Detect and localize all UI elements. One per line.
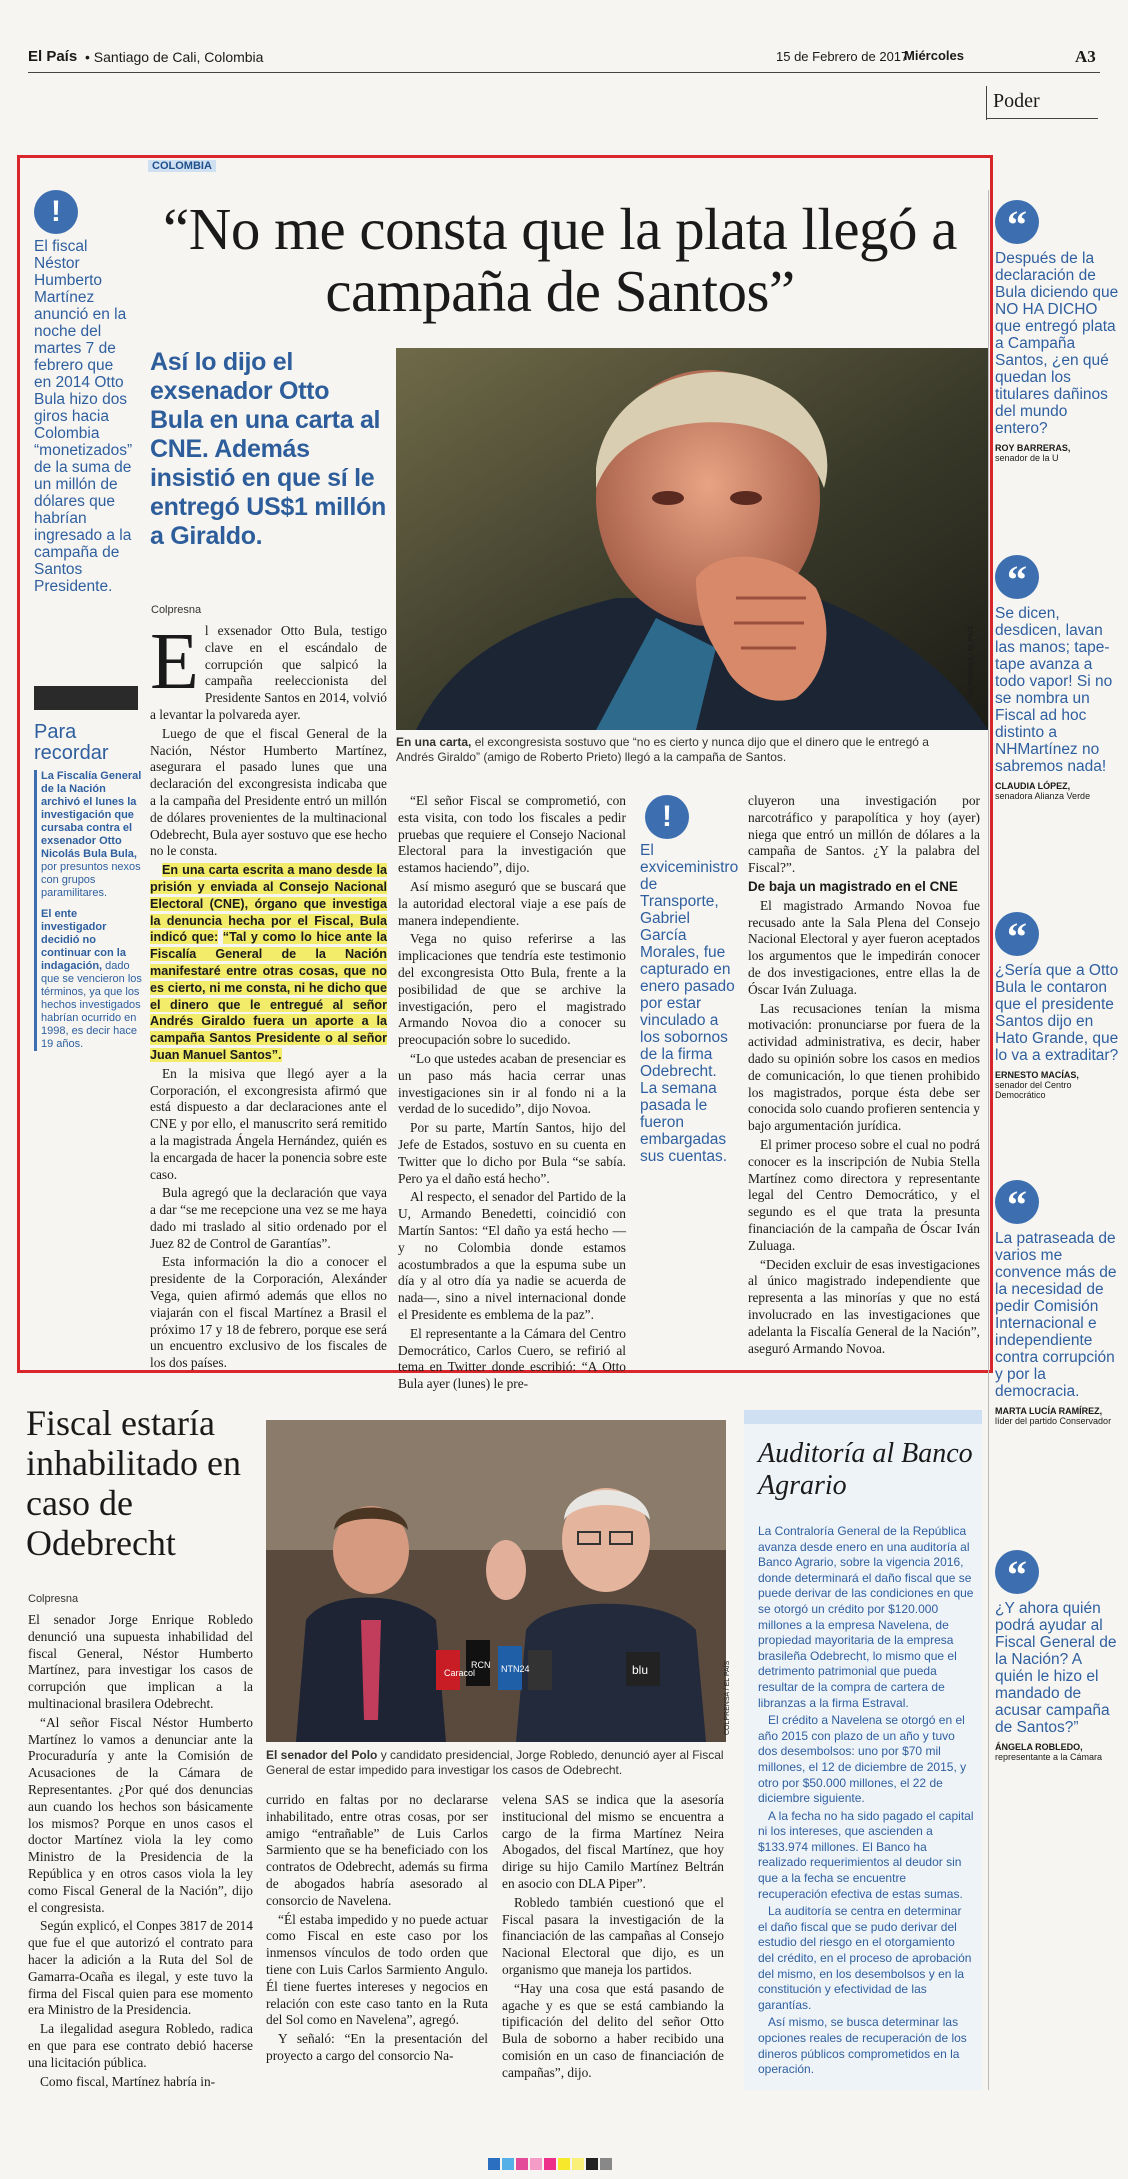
caption-bold: En una carta, — [396, 735, 472, 749]
paragraph: Vega no quiso referirse a las implicaciones que tendría este testimonio del excongresista Otto Bula, frente a la posibilidad de que se archive la investigación, pero el magistrado Armando Novoa dio a conocer su preocupación sobre lo sucedido. — [398, 931, 626, 1048]
quote-name: CLAUDIA LÓPEZ, — [995, 781, 1071, 791]
article-column-2 — [398, 793, 626, 1395]
header-date: 15 de Febrero de 2017 — [776, 49, 909, 64]
second-column-1 — [28, 1612, 253, 2092]
para-recordar-list — [34, 770, 143, 1051]
header-weekday: Miércoles — [904, 48, 964, 63]
paragraph: Luego de que el fiscal General de la Nación, Néstor Humberto Martínez, asegurara el pasado lunes que una declaración del excongresista indicaba que a la campaña del Presidente entró un millón de dólares provenientes de la multinacional Odebrecht, Bula ayer sostuvo que ese hecho no le consta. — [150, 725, 387, 859]
header-rule — [28, 72, 1100, 73]
caption-text: el excongresista sostuvo que “no es cierto y nunca dijo que el dinero que le entregó a Andrés Giraldo” (amigo de Roberto Prieto) llegó a la campaña de Santos. — [396, 735, 929, 764]
second-headline: Fiscal estaría inhabilitado en caso de Odebrecht — [26, 1403, 241, 1563]
photo-caption — [396, 735, 956, 765]
quote-name: ÁNGELA ROBLEDO, — [995, 1742, 1083, 1752]
color-swatch — [572, 2158, 584, 2170]
list-item — [41, 908, 143, 1051]
paragraph: El representante a la Cámara del Centro Democrático, Carlos Cuero, se refirió al tema en Twitter donde escribió: “A Otto Bula ayer (lunes) le pre- — [398, 1325, 626, 1392]
quote-name: ROY BARRERAS, — [995, 443, 1071, 453]
page-header — [28, 44, 1098, 74]
quote-role: líder del partido Conservador — [995, 1416, 1112, 1426]
paragraph: currido en faltas por no declararse inhabilitado, entre otras cosas, por ser amigo “entrañable” de Luis Carlos Sarmiento que se ha beneficiado con los contratos de Odebrecht, además su firma de abogados habría asesorado al consorcio de Navelena. — [266, 1792, 488, 1908]
color-swatch — [516, 2158, 528, 2170]
para-recordar-bar — [34, 686, 138, 710]
color-swatch — [488, 2158, 500, 2170]
second-byline: Colpresna — [28, 1593, 79, 1605]
highlight-a: En una carta escrita a mano desde la prisión y enviada al Consejo Nacional Electoral (CNE), órgano que investiga la denuncia hecha por el Fiscal, Bula indicó que: — [150, 863, 387, 945]
quote-text: ¿Y ahora quién podrá ayudar al Fiscal General de la Nación? A quién le hizo el mandado de acusar campaña de Santos?” — [995, 1600, 1117, 1736]
mic-label: Caracol — [444, 1668, 476, 1678]
robledo-press-photo — [266, 1420, 726, 1742]
quote-role: senador de la U — [995, 453, 1059, 463]
quote-icon: “ — [995, 912, 1039, 956]
paragraph: En la misiva que llegó ayer a la Corporación, el excongresista afirmó que está dispuesto a dar declaraciones ante el CNE y por ello, el manuscrito será remitido a la magistrada Ángela Hernández, quién es la encargada de hacer la ponencia sobre este caso. — [150, 1065, 387, 1182]
color-swatch — [544, 2158, 556, 2170]
item-text: dado que se vencieron los términos, ya que los hechos investigados habrían ocurrido en 1998, es decir hace 19 años. — [41, 960, 142, 1050]
color-swatch — [502, 2158, 514, 2170]
drop-cap: E — [150, 618, 199, 706]
paragraph: “Al señor Fiscal Néstor Humberto Martínez lo vamos a denunciar ante la Procuraduría y ante la Comisión de Acusaciones de la Cámara de Representantes. ¿Por qué dos denuncias aun cuando los hechos son básicamente los mismos? Porque en unos casos el doctor Martínez viola la ley como Ministro de la Presidencia de la República y en otros casos viola la ley como Fiscal General de la Nación”, dijo el congresista. — [28, 1714, 253, 1915]
color-swatch — [586, 2158, 598, 2170]
paragraph: La Contraloría General de la República avanza desde enero en una auditoría al Banco Agrario, sobre la vigencia 2016, donde determinará el daño fiscal que se puede derivar de las condiciones en que se otorgó un crédito por $120.000 millones a la empresa Navelena, de propiedad mayoritaria de la empresa brasileña Odebrecht, lo mismo que el detrimento patrimonial que pueda resultar de la compra de cartera de libranzas a la firma Estraval. — [758, 1524, 974, 1710]
color-swatch — [530, 2158, 542, 2170]
highlight-b: “Tal y como lo hice ante la Fiscalía General de la Nación manifestaré entre otras cosas, que no es cierto, ni me consta, ni he dicho que el dinero que le entregué al señor Andrés Giraldo fuera un aporte a la campaña Santos Presidente o al señor Juan Manuel Santos”. — [150, 930, 388, 1062]
para-recordar-title: Para recordar — [34, 721, 109, 764]
quote-item — [995, 912, 1120, 1100]
paragraph: Y señaló: “En la presentación del proyecto a cargo del consorcio Na- — [266, 2031, 488, 2063]
audit-top-bar — [744, 1410, 982, 1424]
paragraph: “Deciden excluir de esas investigaciones al único magistrado independiente que representa a las minorías y que no está involucrado en las investigaciones que adelanta la Fiscalía General de la Nación”, aseguró Armando Novoa. — [748, 1256, 980, 1356]
paragraph: La auditoría se centra en determinar el daño fiscal que se pudo derivar del estudio del riesgo en el otorgamiento del crédito, en el proceso de aprobación del mismo, en los desembolsos y en la constitución y efectividad de las garantías. — [758, 1904, 972, 2012]
page-number: A3 — [1075, 47, 1096, 66]
paragraph: A la fecha no ha sido pagado el capital ni los intereses, que ascienden a $133.974 millones. El Banco ha realizado requerimientos al deudor sin que a la fecha se encuentre recuperación efectiva de estas sumas. — [758, 1808, 974, 1901]
exviceministro-note: El exviceministro de Transporte, Gabriel García Morales, fue capturado en enero pasado por estar vinculado a los sobornos de la firma Odebrecht. La semana pasada le fueron embargadas sus cuentas. — [640, 842, 739, 1165]
audit-box — [744, 1410, 982, 2090]
photo-credit: COLPRENSA / EL PAÍS — [968, 625, 975, 700]
paragraph: Esta información la dio a conocer el presidente de la Corporación, Alexánder Vega, quien afirmó además que ellos no viajarán con el fiscal Martínez a Brasil el próximo 17 y 18 de febrero, porque ese será un encuentro exclusivo de los fiscales de los dos países. — [150, 1254, 387, 1371]
audit-title: Auditoría al Banco Agrario — [758, 1438, 973, 1501]
main-subtitle: Así lo dijo el exsenador Otto Bula en una carta al CNE. Además insistió en que sí le entregó US$1 millón a Giraldo. — [150, 348, 387, 550]
alert-icon: ! — [645, 795, 689, 839]
paragraph: Las recusaciones tenían la misma motivación: pronunciarse por fuera de la actividad administrativa, es decir, haber dado su opinión sobre los casos en medios de comunicación, lo que tienen prohibido los magistrados, porque ésta debe ser conocida solo cuando profieren sentencia y bajo argumentación jurídica. — [748, 1000, 980, 1134]
alert-icon: ! — [34, 190, 78, 234]
item-text: por presuntos nexos con grupos paramilitares. — [41, 861, 141, 899]
main-headline: “No me consta que la plata llegó a campaña de Santos” — [163, 196, 957, 324]
section-label: Poder — [993, 90, 1040, 112]
quote-icon: “ — [995, 555, 1039, 599]
quote-item — [995, 200, 1120, 463]
paragraph: La ilegalidad asegura Robledo, radica en que para ese contrato debió hacerse una licitación pública. — [28, 2021, 253, 2070]
second-column-3 — [502, 1792, 724, 2084]
second-column-2 — [266, 1792, 488, 2067]
mic-label: RCN — [471, 1660, 491, 1670]
article-column-1 — [150, 618, 388, 1374]
quote-text: ¿Sería que a Otto Bula le contaron que el presidente Santos dijo en Hato Grande, que lo va a extraditar? — [995, 962, 1119, 1064]
quote-icon: “ — [995, 1180, 1039, 1224]
mic-label: blu — [632, 1663, 649, 1677]
paragraph: “El señor Fiscal se comprometió, con esta visita, con todo los fiscales a pedir pruebas que requiere el Consejo Nacional Electoral para la investigación que estamos haciendo”, dijo. — [398, 793, 626, 876]
quote-text: Se dicen, desdicen, lavan las manos; tape-tape avanza a todo vapor! Si no se nombra un Fiscal ad hoc distinto a NHMartínez no sabremos nada! — [995, 605, 1113, 775]
list-item — [41, 770, 143, 900]
audit-body — [758, 1524, 974, 2078]
main-photo — [396, 348, 988, 730]
paragraph: El primer proceso sobre el cual no podrá conocer es la inscripción de Nubia Stella Martínez como directora y representante legal del Centro Democrático, y el segundo es el que trata la presunta financiación de la campaña de Óscar Iván Zuluaga. — [748, 1136, 980, 1253]
quote-text: Después de la declaración de Bula diciendo que NO HA DICHO que entregó plata a Campaña Santos, ¿en qué quedan los titulares dañinos del mundo entero? — [995, 250, 1119, 437]
quote-role: senador del Centro Democrático — [995, 1080, 1072, 1100]
quote-icon: “ — [995, 1550, 1039, 1594]
color-swatch — [558, 2158, 570, 2170]
lead-paragraph: l exsenador Otto Bula, testigo clave en el escándalo de corrupción que salpicó la campaña reeleccionista del Presidente Santos en 2014, volvió a levantar la polvareda ayer. — [150, 623, 387, 722]
paragraph: cluyeron una investigación por narcotráfico y parapolítica y hoy (ayer) niega que entró un millón de dólares a la campaña de Santos. ¿Y la palabra del Fiscal?”. — [748, 793, 980, 876]
paragraph: velena SAS se indica que la asesoría institucional del mismo se encuentra a cargo de la firma Martínez Neira Abogados, del fiscal Martínez, que hoy dirige su hijo Camilo Martínez Beltrán en asocio con DLA Piper”. — [502, 1792, 724, 1891]
quote-role: senadora Alianza Verde — [995, 791, 1091, 801]
byline: Colpresna — [151, 604, 202, 616]
item-bold: El ente investigador decidió no continuar con la indagación, — [41, 908, 126, 972]
second-photo — [266, 1420, 726, 1742]
quote-role: representante a la Cámara — [995, 1752, 1103, 1762]
caption-bold: El senador del Polo — [266, 1748, 378, 1762]
printer-color-bar — [488, 2158, 612, 2170]
quote-name: MARTA LUCÍA RAMÍREZ, — [995, 1406, 1103, 1416]
paragraph: Así mismo aseguró que se buscará que la autoridad electoral viaje a ese país de manera independiente. — [398, 878, 626, 928]
kicker: COLOMBIA — [148, 160, 216, 172]
paragraph: Robledo también cuestionó que el Fiscal pasara la investigación de la financiación de las campañas al Consejo Nacional Electoral que dijo, es un organismo que maneja los partidos. — [502, 1894, 724, 1977]
subheading: De baja un magistrado en el CNE — [748, 878, 958, 894]
quote-item — [995, 1550, 1120, 1762]
paragraph: “Hay una cosa que está pasando de agache y es que se está cambiando la tipificación del delito del señor Otto Bula de soborno a haber recibido una comisión en un caso de financiación de campañas”, dijo. — [502, 1980, 724, 2080]
paragraph: El senador Jorge Enrique Robledo denunció una supuesta inhabilidad del fiscal General, Néstor Humberto Martínez, para investigar los casos de corrupción que implican a la multinacional brasilera Odebrecht. — [28, 1612, 253, 1711]
paragraph: Bula agregó que la declaración que vaya a dar “se me recepcione una vez se me haya dado mi traslado al sitio ordenado por el Juez 82 de Control de Garantías”. — [150, 1185, 387, 1251]
fiscal-fact: El fiscal Néstor Humberto Martínez anunció en la noche del martes 7 de febrero que en 2014 Otto Bula hizo dos giros hacia Colombia “monetizados” de la suma de un millón de dólares que habrían ingresado a la campaña de Santos Presidente. — [34, 238, 133, 595]
paper-name: El País — [28, 48, 78, 65]
paragraph: Según explicó, el Conpes 3817 de 2014 que fue el que autorizó el contrato para hacer la adición a la Ruta del Sol de Gamarra-Ocaña es ilegal, y este tuvo la firma del Fiscal quien para ese momento era Ministro de la Presidencia. — [28, 1918, 253, 2018]
quote-item — [995, 555, 1120, 801]
paragraph: Al respecto, el senador del Partido de la U, Armando Benedetti, coincidió con Martín Santos: “El daño ya está hecho —y no Colombia donde estamos acostumbrados a que la espuma sube un día y al otro día ya nadie se acuerda de nada—, sino a nivel internacional donde el Presidente es emblema de la paz”. — [398, 1189, 626, 1322]
otto-bula-portrait — [396, 348, 988, 730]
mic-label: NTN24 — [501, 1664, 530, 1674]
quote-text: La patraseada de varios me convence más de la necesidad de pedir Comisión Internacional e independiente contra corrupción y por la democracia. — [995, 1230, 1117, 1400]
second-photo-credit: COLPRENSA / EL PAÍS — [724, 1660, 731, 1735]
paragraph: “Lo que ustedes acaban de presenciar es un paso más hacia cerrar unas investigaciones sin ir al fondo ni a la verdad de lo sucedido”, dijo Novoa. — [398, 1050, 626, 1117]
quote-name: ERNESTO MACÍAS, — [995, 1070, 1079, 1080]
quotes-divider — [988, 190, 989, 2090]
quote-icon: “ — [995, 200, 1039, 244]
item-bold: La Fiscalía General de la Nación archivó el lunes la investigación que cursaba contra el exsenador Otto Nicolás Bula Bula, — [41, 770, 142, 860]
caption-text: y candidato presidencial, Jorge Robledo, denunció ayer al Fiscal General de estar impedido para investigar los casos de Odebrecht. — [266, 1748, 724, 1777]
color-swatch — [600, 2158, 612, 2170]
paragraph: Como fiscal, Martínez habría in- — [40, 2073, 216, 2089]
second-caption — [266, 1748, 726, 1778]
article-column-4 — [748, 793, 980, 1359]
paragraph: Así mismo, se busca determinar las opciones reales de recuperación de los dineros públicos comprometidos en la operación. — [758, 2015, 967, 2077]
header-location: • Santiago de Cali, Colombia — [85, 49, 264, 65]
paragraph: “Él estaba impedido y no puede actuar como Fiscal en este caso por los inmensos vínculos de todo orden que tiene con Luis Carlos Sarmiento Angulo. Él tiene fuertes intereses y negocios en relación con este caso tanto en la Ruta del Sol como en Navelena”, agregó. — [266, 1911, 488, 2028]
paragraph: Por su parte, Martín Santos, hijo del Jefe de Estados, sostuvo en su cuenta en Twitter que lo dicho por Bula “se sabía. Pero ya el daño está hecho”. — [398, 1120, 626, 1186]
highlighted-paragraph — [150, 862, 387, 1064]
paragraph: El magistrado Armando Novoa fue recusado ante la Sala Plena del Consejo Nacional Electoral y ayer fueron aceptados los argumentos que le impedirán conocer de dos investigaciones, entre ellas la de Óscar Iván Zuluaga. — [748, 897, 980, 997]
paragraph: El crédito a Navelena se otorgó en el año 2015 con plazo de un año y tuvo dos desembolsos: uno por $70 mil millones, el 12 de diciembre de 2015, y otro por $50.000 millones, el 22 de diciembre siguiente. — [758, 1713, 967, 1806]
section-rule — [986, 118, 1098, 119]
quote-item — [995, 1180, 1120, 1426]
